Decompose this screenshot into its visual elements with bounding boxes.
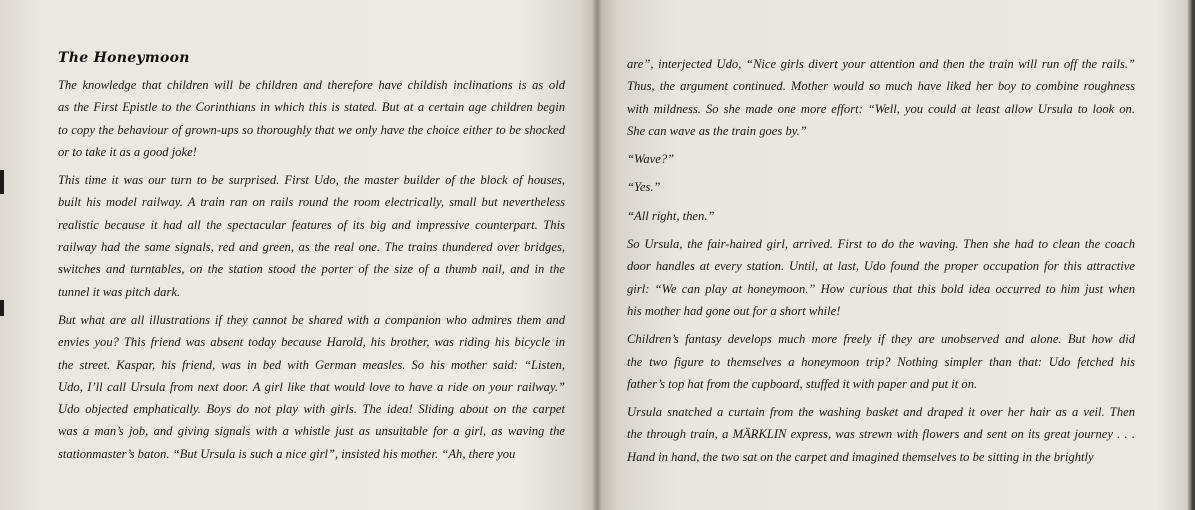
text-line: the street. Kaspar, his friend, was in bed with German measles. So his mother said: “Listen, [58,357,565,372]
right-page [597,0,1195,510]
text-line: But what are all illustrations if they cannot be shared with a companion who admires them and [58,312,565,327]
text-line: Children’s fantasy develops much more freely if they are unobserved and alone. But how did [627,332,1135,347]
text-line: Udo, I’ll call Ursula from next door. A girl like that would love to have a ride on your railway.” [58,379,565,394]
text-line: or to take it as a good joke! [58,144,197,159]
chapter-title: The Honeymoon [58,50,190,66]
text-line: father’s top hat from the cupboard, stuffed it with paper and put it on. [627,376,978,391]
paragraph [627,53,1135,142]
text-line: realistic because it had all the spectacular features of its big and impressive counterpart. This [58,217,565,232]
text-line: the through train, a MÄRKLIN express, was strewn with flowers and sent on its great journey . . . [627,427,1135,442]
paragraph [627,401,1135,468]
text-line: She can wave as the train goes by.” [627,123,807,138]
paragraph [627,233,1135,322]
text-line: the two figure to themselves a honeymoon trip? Nothing simpler than that: Udo fetched his [627,354,1135,369]
text-line: stationmaster’s baton. “But Ursula is such a nice girl”, insisted his mother. “Ah, there you [58,446,516,461]
paragraph [58,309,565,465]
text-line: as the First Epistle to the Corinthians in which this is stated. But at a certain age children begin [58,100,565,115]
text-line: envies you? This friend was absent today because Harold, his brother, was riding his bicycle in [58,335,565,350]
text-line: built his model railway. A train ran on rails round the room electrically, small but nevertheless [58,195,565,210]
text-line: The knowledge that children will be children and therefore have childish inclinations is as old [58,78,565,92]
text-line: Udo objected emphatically. Boys do not play with girls. The idea! Sliding about on the carpet [58,402,565,417]
text-line: girl: “We can play at honeymoon.” How curious that this bold idea occurred to him just when [627,281,1135,296]
text-line: are”, interjected Udo, “Nice girls divert your attention and then the train will run off the rails.” [627,57,1135,71]
paragraph [58,169,565,303]
text-line: “Yes.” [627,180,661,195]
text-line: was a man’s job, and giving signals with a whistle just as unsuitable for a girl, as waving the [58,424,565,439]
text-line: “Wave?” [627,152,675,167]
paragraph [58,74,565,163]
text-line: his mother had gone out for a short while! [627,303,841,318]
text-line: Thus, the argument continued. Mother would so much have liked her boy to combine roughness [627,79,1135,94]
text-line: door handles at every station. Until, at last, Udo found the proper occupation for this attractive [627,259,1135,274]
paragraph [627,148,1135,170]
page-edge-mark [0,170,4,194]
text-line: Hand in hand, the two sat on the carpet and imagined themselves to be sitting in the brightly [627,449,1094,464]
paragraph [627,328,1135,395]
text-line: So Ursula, the fair-haired girl, arrived. First to do the waving. Then she had to clean the coach [627,237,1135,252]
text-line: tunnel it was pitch dark. [58,284,181,299]
paragraph [627,205,1135,227]
text-line: to copy the behaviour of grown-ups so thoroughly that we only have the choice either to be shocked [58,122,565,137]
left-page [0,0,597,510]
right-page-body [627,53,1135,474]
text-line: “All right, then.” [627,208,715,223]
text-line: This time it was our turn to be surprised. First Udo, the master builder of the block of houses, [58,173,565,188]
book-gutter [592,0,602,510]
text-line: switches and turntables, on the station stood the porter of the size of a thumb nail, and in the [58,262,565,277]
page-edge-mark [0,300,4,316]
left-page-body [58,74,565,471]
text-line: Ursula snatched a curtain from the washing basket and draped it over her hair as a veil. Then [627,405,1135,420]
text-line: railway had the same signals, red and green, as the real one. The trains thundered over bridges, [58,240,565,255]
text-line: with mildness. So she made one more effort: “Well, you could at least allow Ursula to look on. [627,101,1135,116]
paragraph [627,176,1135,198]
